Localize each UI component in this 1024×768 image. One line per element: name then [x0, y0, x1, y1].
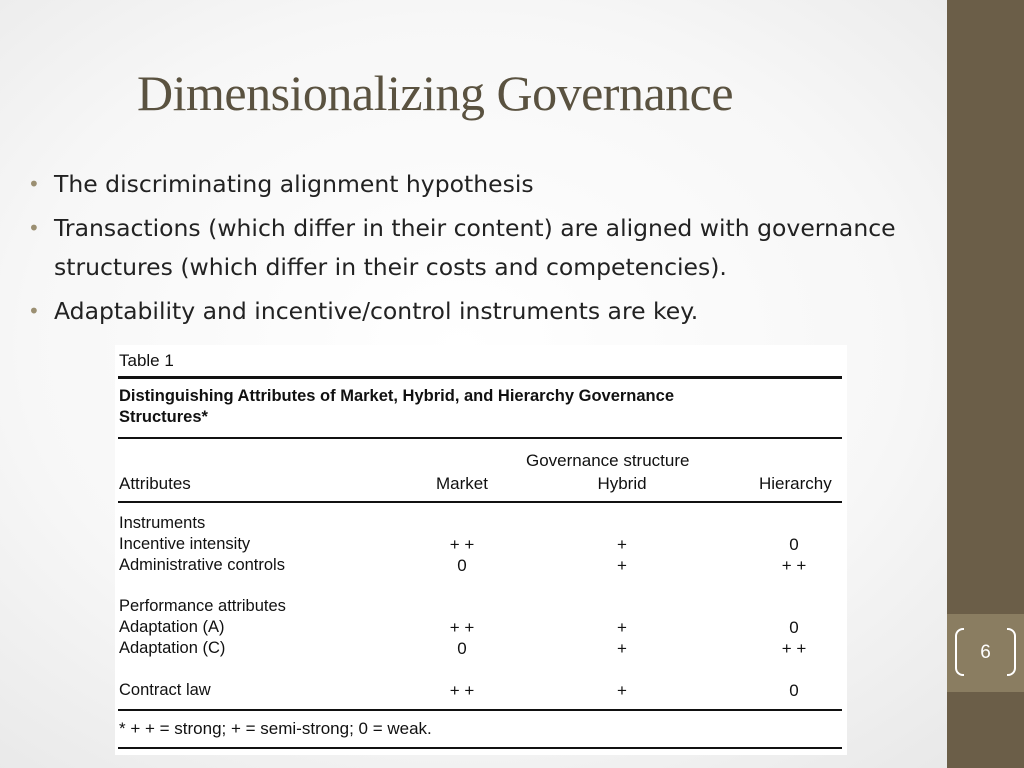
cell-hierarchy: + +	[781, 639, 807, 658]
cell-hierarchy: 0	[789, 618, 799, 637]
footnote-rule	[118, 709, 842, 711]
bullet-item	[28, 165, 938, 204]
governance-table-image	[115, 345, 847, 755]
cell-hybrid: +	[617, 618, 627, 637]
page-number-badge	[947, 614, 1024, 692]
bullet-dot-icon: •	[28, 299, 40, 323]
page-number: 6	[980, 642, 991, 663]
table-bottom-rule	[118, 747, 842, 749]
row-label: Adaptation (C)	[119, 639, 226, 657]
caption-rule	[118, 437, 842, 439]
cell-market: + +	[449, 618, 475, 637]
bullet-list	[28, 165, 938, 336]
cell-hierarchy: 0	[789, 681, 799, 700]
cell-market: + +	[449, 535, 475, 554]
row-label: Administrative controls	[119, 556, 285, 574]
bullet-text: The discriminating alignment hypothesis	[54, 170, 534, 198]
table-caption-line2: Structures*	[119, 408, 208, 426]
table-caption-line1: Distinguishing Attributes of Market, Hybrid, and Hierarchy Governance	[119, 387, 674, 405]
cell-market: 0	[457, 556, 467, 575]
bullet-item	[28, 292, 938, 331]
table-footnote: * + + = strong; + = semi-strong; 0 = weak.	[119, 719, 432, 738]
table-label: Table 1	[119, 351, 174, 370]
header-rule	[118, 501, 842, 503]
cell-hierarchy: + +	[781, 556, 807, 575]
cell-hybrid: +	[617, 535, 627, 554]
cell-market: + +	[449, 681, 475, 700]
slide-title: Dimensionalizing Governance	[137, 65, 734, 121]
bullet-dot-icon: •	[28, 172, 40, 196]
cell-hybrid: +	[617, 681, 627, 700]
table-top-rule	[118, 376, 842, 379]
bullet-item	[28, 209, 938, 287]
row-label: Incentive intensity	[119, 535, 251, 553]
bullet-text: Transactions (which differ in their content) are aligned with governance structures (which differ in their costs and competencies).	[54, 214, 896, 281]
row-label: Contract law	[119, 681, 211, 699]
cell-hybrid: +	[617, 639, 627, 658]
cell-market: 0	[457, 639, 467, 658]
section-performance: Performance attributes	[119, 597, 286, 615]
column-header-hybrid: Hybrid	[597, 474, 647, 493]
bullet-dot-icon: •	[28, 216, 40, 240]
group-header: Governance structure	[526, 451, 690, 470]
section-instruments: Instruments	[119, 514, 206, 532]
row-label: Adaptation (A)	[119, 618, 225, 636]
cell-hybrid: +	[617, 556, 627, 575]
column-header-market: Market	[436, 474, 488, 493]
column-header-hierarchy: Hierarchy	[759, 474, 832, 493]
bullet-text: Adaptability and incentive/control instruments are key.	[54, 297, 699, 325]
cell-hierarchy: 0	[789, 535, 799, 554]
right-bracket-icon	[1007, 628, 1016, 676]
column-header-attributes: Attributes	[119, 474, 191, 493]
